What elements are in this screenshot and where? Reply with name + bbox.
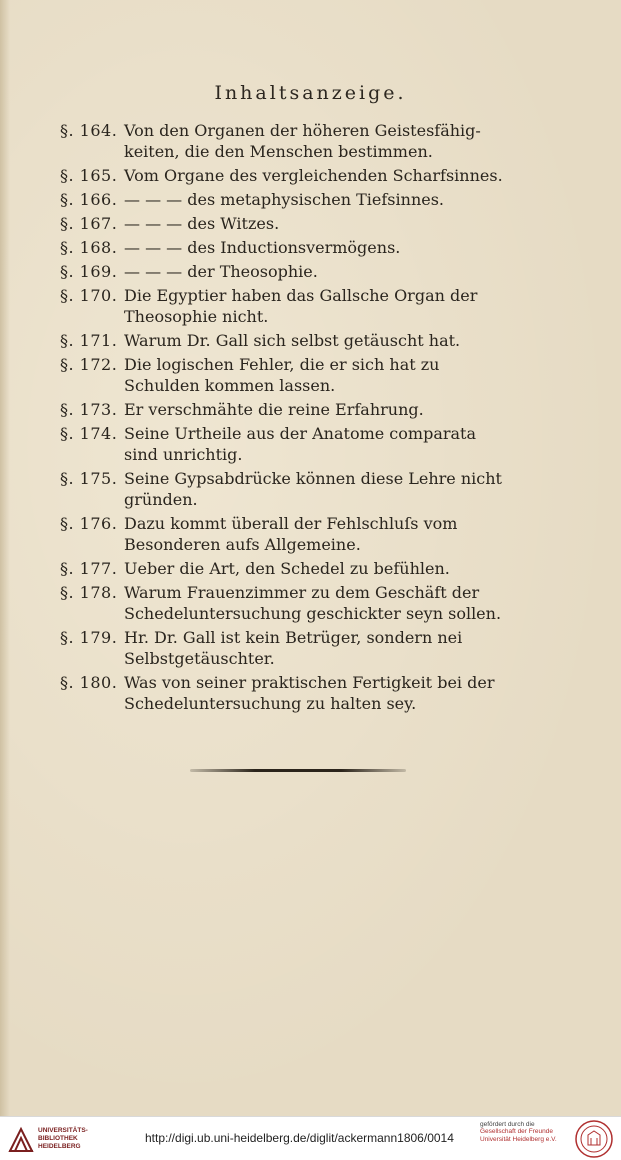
section-title-line: — — — des Inductionsvermögens. — [124, 238, 401, 257]
sponsor-block — [480, 1121, 570, 1144]
section-title-line: Warum Dr. Gall sich selbst getäuscht hat. — [124, 331, 461, 350]
section-number: §. 168. — [60, 238, 118, 257]
university-library-logo-icon — [8, 1125, 34, 1153]
section-number: §. 171. — [60, 331, 118, 350]
section-title — [124, 237, 530, 258]
section-title-line: Schulden kommen lassen. — [124, 376, 336, 395]
toc-entry — [60, 558, 530, 579]
toc-entry — [60, 354, 530, 396]
section-title-line: — — — der Theosophie. — [124, 262, 318, 281]
section-number: §. 174. — [60, 424, 118, 443]
section-title-line: Dazu kommt überall der Fehlschluſs vom — [124, 514, 458, 533]
section-title-line: Theosophie nicht. — [124, 307, 269, 326]
section-title-line: Vom Organe des vergleichenden Scharfsinnes. — [124, 166, 503, 185]
section-title-line: Hr. Dr. Gall ist kein Betrüger, sondern nei — [124, 628, 463, 647]
section-number: §. 166. — [60, 190, 118, 209]
toc-entry — [60, 120, 530, 162]
section-title-line: Die logischen Fehler, die er sich hat zu — [124, 355, 440, 374]
sponsor-name-line: Gesellschaft der Freunde — [480, 1128, 553, 1135]
section-title — [124, 468, 530, 510]
toc-entry — [60, 672, 530, 714]
section-title-line: Schedeluntersuchung geschickter seyn sollen. — [124, 604, 502, 623]
section-title-line: Seine Urtheile aus der Anatome comparata — [124, 424, 477, 443]
library-name-line: BIBLIOTHEK — [38, 1135, 78, 1142]
toc-entry — [60, 213, 530, 234]
section-number: §. 170. — [60, 286, 118, 305]
section-title-line: Schedeluntersuchung zu halten sey. — [124, 694, 417, 713]
section-title — [124, 120, 530, 162]
section-title — [124, 189, 530, 210]
section-number: §. 175. — [60, 469, 118, 488]
table-of-contents — [60, 120, 530, 717]
section-title-line: Selbstgetäuschter. — [124, 649, 275, 668]
toc-entry — [60, 285, 530, 327]
section-title — [124, 513, 530, 555]
toc-entry — [60, 399, 530, 420]
section-title-line: Seine Gypsabdrücke können diese Lehre nicht — [124, 469, 502, 488]
library-name-line: HEIDELBERG — [38, 1143, 81, 1150]
library-name-line: UNIVERSITÄTS- — [38, 1127, 88, 1134]
section-title-line: keiten, die den Menschen bestimmen. — [124, 142, 433, 161]
section-number: §. 165. — [60, 166, 118, 185]
permalink-url[interactable]: http://digi.ub.uni-heidelberg.de/diglit/ackermann1806/0014 — [145, 1131, 454, 1145]
toc-entry — [60, 468, 530, 510]
toc-entry — [60, 423, 530, 465]
toc-entry — [60, 165, 530, 186]
section-number: §. 176. — [60, 514, 118, 533]
toc-entry — [60, 189, 530, 210]
section-title — [124, 399, 530, 420]
section-number: §. 172. — [60, 355, 118, 374]
toc-entry — [60, 237, 530, 258]
section-number: §. 177. — [60, 559, 118, 578]
section-title-line: Von den Organen der höheren Geistesfähig- — [124, 121, 481, 140]
section-number: §. 178. — [60, 583, 118, 602]
toc-entry — [60, 330, 530, 351]
section-title-line: — — — des Witzes. — [124, 214, 280, 233]
library-name — [38, 1127, 88, 1151]
section-title — [124, 627, 530, 669]
section-title — [124, 330, 530, 351]
page-binding-edge — [0, 0, 10, 1116]
section-title — [124, 213, 530, 234]
section-title — [124, 558, 530, 579]
sponsor-name-line: Universität Heidelberg e.V. — [480, 1136, 557, 1143]
toc-entry — [60, 513, 530, 555]
section-title-line: Er verschmähte die reine Erfahrung. — [124, 400, 424, 419]
section-number: §. 167. — [60, 214, 118, 233]
ornamental-rule — [190, 769, 406, 772]
section-title — [124, 165, 530, 186]
page-heading: Inhaltsanzeige. — [214, 82, 407, 104]
section-number: §. 173. — [60, 400, 118, 419]
section-title-line: Was von seiner praktischen Fertigkeit bei der — [124, 673, 495, 692]
section-title — [124, 672, 530, 714]
section-number: §. 169. — [60, 262, 118, 281]
footer-bar — [0, 1116, 621, 1160]
section-title — [124, 285, 530, 327]
section-title — [124, 582, 530, 624]
section-title-line: — — — des metaphysischen Tiefsinnes. — [124, 190, 445, 209]
section-title-line: Besonderen aufs Allgemeine. — [124, 535, 361, 554]
section-title — [124, 261, 530, 282]
section-number: §. 179. — [60, 628, 118, 647]
section-title-line: Ueber die Art, den Schedel zu befühlen. — [124, 559, 450, 578]
sponsor-label: gefördert durch die — [480, 1121, 535, 1128]
section-title-line: Die Egyptier haben das Gallsche Organ der — [124, 286, 478, 305]
toc-entry — [60, 627, 530, 669]
toc-entry — [60, 261, 530, 282]
university-seal-icon — [574, 1119, 614, 1159]
section-number: §. 164. — [60, 121, 118, 140]
section-title-line: gründen. — [124, 490, 198, 509]
section-number: §. 180. — [60, 673, 118, 692]
toc-entry — [60, 582, 530, 624]
section-title-line: Warum Frauenzimmer zu dem Geschäft der — [124, 583, 480, 602]
section-title — [124, 423, 530, 465]
section-title — [124, 354, 530, 396]
section-title-line: sind unrichtig. — [124, 445, 243, 464]
